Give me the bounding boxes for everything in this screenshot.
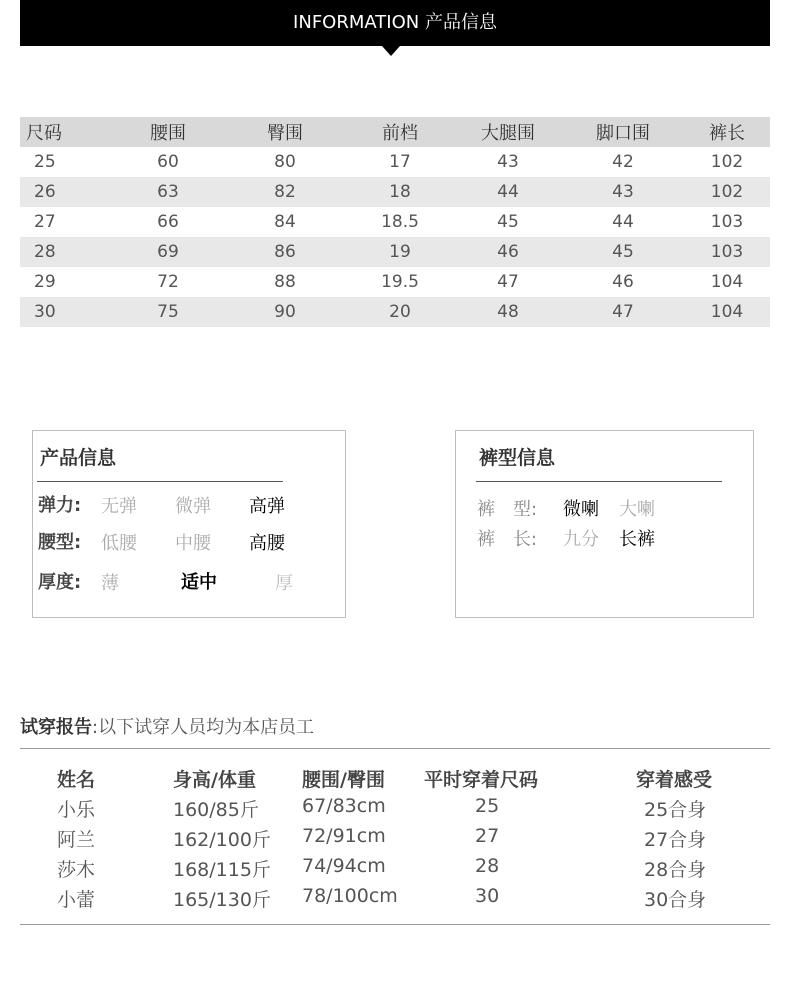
thickness-option-thick: 厚 bbox=[275, 573, 293, 594]
shape-label: 裤 型: bbox=[477, 499, 538, 520]
report-usual-size: 30 bbox=[475, 885, 500, 907]
cell: 47 bbox=[562, 297, 684, 327]
report-header-fit: 穿着感受 bbox=[636, 769, 713, 791]
cell: 18 bbox=[346, 177, 454, 207]
report-name: 小蕾 bbox=[57, 889, 96, 911]
cell: 75 bbox=[112, 297, 224, 327]
cell: 25 bbox=[34, 152, 56, 172]
cell: 48 bbox=[454, 297, 562, 327]
report-name: 阿兰 bbox=[57, 829, 96, 851]
cell: 43 bbox=[562, 177, 684, 207]
report-top-divider bbox=[20, 748, 770, 749]
banner-title: INFORMATION 产品信息 bbox=[293, 12, 497, 33]
waist-option-mid: 中腰 bbox=[175, 533, 211, 554]
elasticity-option-slight: 微弹 bbox=[175, 496, 211, 517]
length-option-cropped: 九分 bbox=[563, 529, 599, 550]
elasticity-label: 弹力: bbox=[38, 495, 82, 516]
report-usual-size: 27 bbox=[475, 825, 500, 847]
cell: 104 bbox=[710, 272, 744, 292]
cell: 17 bbox=[389, 152, 411, 172]
header-waist: 腰围 bbox=[112, 117, 224, 147]
header-leg-opening: 脚口围 bbox=[562, 117, 684, 147]
cell: 102 bbox=[710, 152, 744, 172]
cell: 43 bbox=[497, 152, 519, 172]
table-row bbox=[20, 297, 770, 327]
product-info-divider bbox=[37, 481, 283, 482]
cell: 46 bbox=[612, 272, 634, 292]
header-front-rise: 前档 bbox=[346, 117, 454, 147]
report-height-weight: 165/130斤 bbox=[173, 889, 271, 911]
cell: 20 bbox=[346, 297, 454, 327]
cell: 103 bbox=[684, 237, 770, 267]
cell: 19 bbox=[346, 237, 454, 267]
pants-info-title: 裤型信息 bbox=[479, 447, 556, 469]
report-name: 莎木 bbox=[57, 859, 96, 881]
waist-label: 腰型: bbox=[38, 532, 82, 553]
cell: 90 bbox=[224, 297, 346, 327]
size-table-header-row bbox=[20, 117, 770, 147]
cell: 103 bbox=[710, 212, 744, 232]
report-height-weight: 162/100斤 bbox=[173, 829, 271, 851]
report-waist-hip: 78/100cm bbox=[302, 885, 398, 907]
cell: 42 bbox=[612, 152, 634, 172]
report-title bbox=[20, 713, 314, 739]
thickness-option-medium-selected: 适中 bbox=[181, 572, 217, 593]
report-bottom-divider bbox=[20, 924, 770, 925]
pants-info-divider bbox=[476, 481, 722, 482]
report-waist-hip: 74/94cm bbox=[302, 855, 386, 877]
thickness-label: 厚度: bbox=[38, 572, 82, 593]
table-row bbox=[20, 237, 770, 267]
waist-option-low: 低腰 bbox=[101, 533, 137, 554]
table-row bbox=[20, 147, 770, 177]
table-row bbox=[20, 207, 770, 237]
cell: 86 bbox=[224, 237, 346, 267]
cell: 80 bbox=[274, 152, 296, 172]
report-waist-hip: 67/83cm bbox=[302, 795, 386, 817]
report-fit: 30合身 bbox=[644, 889, 707, 911]
report-height-weight: 160/85斤 bbox=[173, 799, 259, 821]
cell: 84 bbox=[274, 212, 296, 232]
banner-arrow-icon bbox=[382, 46, 400, 56]
cell: 45 bbox=[562, 237, 684, 267]
report-usual-size: 25 bbox=[475, 795, 500, 817]
cell: 29 bbox=[34, 272, 56, 292]
report-title-bold: 试穿报告 bbox=[20, 717, 92, 738]
info-banner bbox=[20, 0, 770, 46]
report-height-weight: 168/115斤 bbox=[173, 859, 271, 881]
cell: 26 bbox=[20, 177, 112, 207]
report-header-waist-hip: 腰围/臀围 bbox=[302, 769, 385, 791]
cell: 27 bbox=[34, 212, 56, 232]
report-header-usual-size: 平时穿着尺码 bbox=[424, 769, 539, 791]
cell: 66 bbox=[157, 212, 179, 232]
pants-info-box bbox=[455, 430, 754, 618]
header-hip: 臀围 bbox=[224, 117, 346, 147]
shape-option-slight-flare-selected: 微喇 bbox=[563, 499, 599, 520]
elasticity-option-none: 无弹 bbox=[101, 496, 137, 517]
table-row bbox=[20, 267, 770, 297]
cell: 102 bbox=[684, 177, 770, 207]
cell: 28 bbox=[20, 237, 112, 267]
header-length: 裤长 bbox=[684, 117, 770, 147]
length-label: 裤 长: bbox=[477, 529, 538, 550]
report-usual-size: 28 bbox=[475, 855, 500, 877]
cell: 60 bbox=[157, 152, 179, 172]
elasticity-option-high-selected: 高弹 bbox=[249, 496, 285, 517]
cell: 88 bbox=[274, 272, 296, 292]
thickness-option-thin: 薄 bbox=[101, 573, 119, 594]
cell: 18.5 bbox=[381, 212, 419, 232]
cell: 45 bbox=[497, 212, 519, 232]
cell: 47 bbox=[497, 272, 519, 292]
report-header-name: 姓名 bbox=[57, 769, 96, 791]
report-fit: 28合身 bbox=[644, 859, 707, 881]
cell: 46 bbox=[454, 237, 562, 267]
report-title-rest: :以下试穿人员均为本店员工 bbox=[92, 717, 315, 738]
product-info-box bbox=[32, 430, 346, 618]
product-info-title: 产品信息 bbox=[40, 447, 117, 469]
table-row bbox=[20, 177, 770, 207]
cell: 104 bbox=[684, 297, 770, 327]
report-header-height-weight: 身高/体重 bbox=[173, 769, 256, 791]
report-waist-hip: 72/91cm bbox=[302, 825, 386, 847]
report-fit: 27合身 bbox=[644, 829, 707, 851]
cell: 30 bbox=[20, 297, 112, 327]
cell: 82 bbox=[224, 177, 346, 207]
cell: 19.5 bbox=[381, 272, 419, 292]
header-thigh: 大腿围 bbox=[454, 117, 562, 147]
waist-option-high-selected: 高腰 bbox=[249, 533, 285, 554]
header-size: 尺码 bbox=[20, 117, 112, 147]
cell: 72 bbox=[157, 272, 179, 292]
cell: 44 bbox=[454, 177, 562, 207]
size-chart-table bbox=[20, 117, 770, 327]
length-option-full-selected: 长裤 bbox=[619, 529, 655, 550]
report-name: 小乐 bbox=[57, 799, 96, 821]
cell: 44 bbox=[612, 212, 634, 232]
cell: 63 bbox=[112, 177, 224, 207]
shape-option-wide-flare: 大喇 bbox=[619, 499, 655, 520]
report-fit: 25合身 bbox=[644, 799, 707, 821]
cell: 69 bbox=[112, 237, 224, 267]
